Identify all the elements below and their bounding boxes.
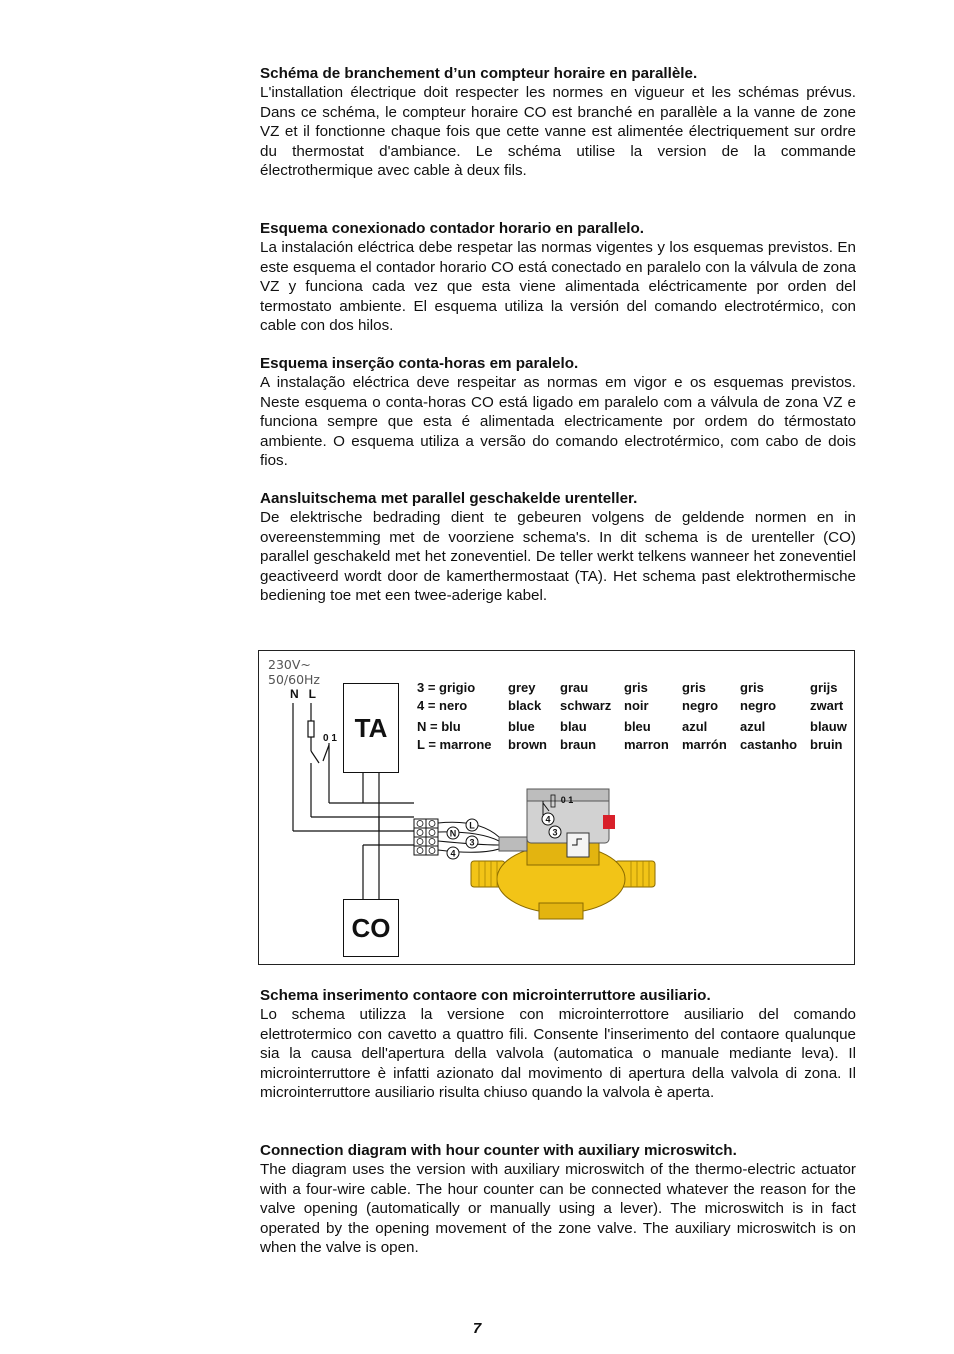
actuator-number: 4 xyxy=(545,814,551,825)
section-title: Esquema conexionado contador horario en parallelo. xyxy=(260,220,644,237)
section-title: Aansluitschema met parallel geschakelde urenteller. xyxy=(260,490,638,507)
terminal-label: 4 xyxy=(450,848,456,859)
section-body: A instalação eléctrica deve respeitar as normas em vigor e os esquemas previstos. Neste esquema o conta-horas CO está ligado em paralelo com a válvula de zona VZ e funciona sempre que esta é alimentada electricamente por ordem do térmostato ambiente. O esquema utiliza a versão do comando electrotérmico, com cabo de dois fios. xyxy=(260,374,856,470)
wiring-diagram xyxy=(258,650,855,965)
legend-en-col: grey black blue brown xyxy=(508,680,547,752)
section-title: Schéma de branchement d’un compteur horaire en parallèle. xyxy=(260,65,698,82)
zone-valve xyxy=(471,841,655,919)
legend-nl-col: grijs zwart blauw bruin xyxy=(810,680,847,752)
section-es xyxy=(260,219,856,335)
line-label: L xyxy=(308,687,327,701)
page-number: 7 xyxy=(472,1320,482,1337)
legend-fr-col: gris noir bleu marron xyxy=(624,680,669,752)
section-nl xyxy=(260,489,856,605)
section-it xyxy=(260,986,856,1102)
terminal-label: L xyxy=(469,820,475,831)
supply-voltage: 230V~ 50/60Hz xyxy=(268,657,320,687)
terminal-block xyxy=(414,819,438,855)
legend-es-col: gris negro azul marrón xyxy=(682,680,727,752)
section-body: L'installation électrique doit respecter les normes en vigueur et les schémas prévus. Dans ce schéma, le compteur horaire CO est branché en parallèle a la vanne de zone VZ et il fonctionne chaque fois que cette vanne est alimentée électriquement sur ordre du thermostat d'ambiance. Le schéma utilise la version de la commande électrothermique avec cable à deux fils. xyxy=(260,84,856,180)
section-body: The diagram uses the version with auxiliary microswitch of the thermo-electric actuator with a four-wire cable. The hour counter can be connected whatever the reason for the valve opening (automatically or manually using a lever). The microswitch is in fact operated by the opening movement of the zone valve. The auxiliary microswitch is on when the valve is open. xyxy=(260,1161,856,1257)
terminal-label: 3 xyxy=(469,837,475,848)
section-title: Connection diagram with hour counter with auxiliary microswitch. xyxy=(260,1142,737,1159)
neutral-label: N xyxy=(290,687,309,701)
legend-pt-col: gris negro azul castanho xyxy=(740,680,798,752)
thermostat-box: TA xyxy=(343,683,399,773)
section-title: Esquema inserção conta-horas em paralelo. xyxy=(260,355,579,372)
switch-label: 0 1 xyxy=(323,733,337,744)
actuator-switch-label: 0 1 xyxy=(560,795,574,805)
section-en xyxy=(260,1141,856,1257)
legend-code-col: 3 = grigio 4 = nero N = blu L = marrone xyxy=(417,680,492,752)
hour-counter-box: CO xyxy=(343,899,399,957)
section-pt xyxy=(260,354,856,470)
section-body: Lo schema utilizza la versione con microinterrottore ausiliario del comando elettrotermico con cavetto a quattro fili. Consente l'inserimento del contaore qualunque sia la causa dell'apertura della valvola (automatica o manuale mediante leva). Il microinterruttore è infatti azionato dal movimento di apertura della valvola di zona. Il microinterruttore ausiliario risulta chiuso quando la valvola è aperta. xyxy=(260,1006,856,1102)
actuator-number: 3 xyxy=(552,827,558,838)
legend-de-col: grau schwarz blau braun xyxy=(560,680,612,752)
section-fr xyxy=(260,64,856,180)
section-body: La instalación eléctrica debe respetar las normas vigentes y los esquemas previstos. En este esquema el contador horario CO está conectado en paralelo con la válvula de zona VZ y funciona cada vez que esta viene alimentada eléctricamente por orden del termostato ambiente. El esquema utiliza la versión del comando electrotérmico, con cable con dos hilos. xyxy=(260,239,856,335)
terminal-label: N xyxy=(449,828,457,839)
section-title: Schema inserimento contaore con microinterruttore ausiliario. xyxy=(260,987,711,1004)
supply-terminals xyxy=(290,687,326,701)
section-body: De elektrische bedrading dient te gebeuren volgens de geldende normen en in overeenstemming met de voorziene schema's. In dit schema is de urenteller (CO) parallel geschakeld met het zoneventiel. De teller werkt telkens wanneer het zoneventiel geactiveerd wordt door de kamerthermostaat (TA). Het schema past elektrothermische bediening toe met een twee-aderige kabel. xyxy=(260,509,856,605)
